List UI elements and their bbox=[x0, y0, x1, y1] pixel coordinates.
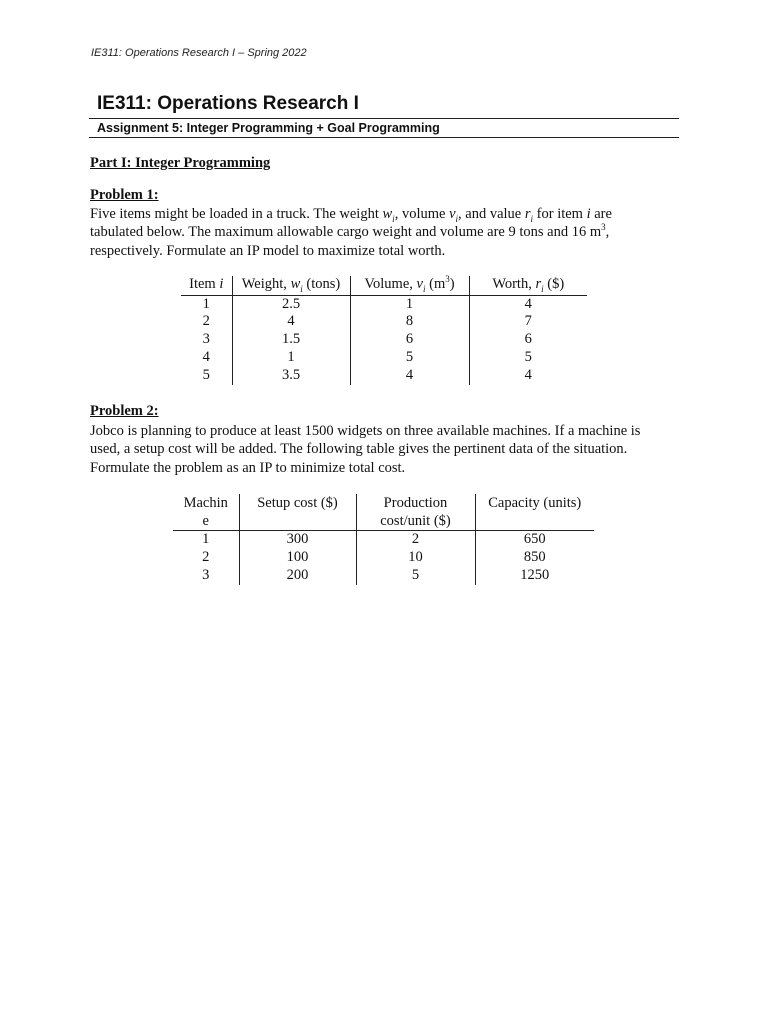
running-header: IE311: Operations Research I – Spring 2022 bbox=[91, 47, 307, 59]
assignment-subtitle: Assignment 5: Integer Programming + Goal Programming bbox=[97, 121, 440, 135]
table-cell: 1 bbox=[202, 531, 210, 547]
title-top-rule bbox=[89, 118, 679, 119]
table-cell: 6 bbox=[350, 331, 469, 349]
table-cell: 5 bbox=[469, 349, 587, 367]
table-cell: 1 bbox=[202, 295, 210, 312]
header-setup-cost: Setup cost ($) bbox=[239, 494, 356, 531]
table-cell: 2.5 bbox=[232, 295, 350, 313]
table-cell: 2 bbox=[202, 548, 210, 565]
table-cell: 850 bbox=[475, 549, 594, 567]
table-cell: 650 bbox=[475, 531, 594, 549]
header-worth: Worth, $r_i$ ($) bbox=[469, 276, 587, 295]
items-table bbox=[181, 276, 587, 385]
section-heading: Part I: Integer Programming bbox=[90, 155, 271, 171]
header-production-cost: Production cost/unit ($) bbox=[356, 494, 475, 531]
table-row bbox=[181, 331, 587, 349]
problem-2-line-2: used, a setup cost will be added. The following table gives the pertinent data of the situation. bbox=[90, 441, 628, 458]
table-cell: 4 bbox=[469, 295, 587, 313]
table-cell: 8 bbox=[350, 313, 469, 331]
problem-1-heading: Problem 1: bbox=[90, 187, 159, 203]
table-row bbox=[173, 567, 594, 585]
header-volume: Volume, $v_i$ $(m^3)$ bbox=[350, 276, 469, 295]
header-item: Item i bbox=[181, 276, 232, 295]
table-cell: 6 bbox=[469, 331, 587, 349]
table-row bbox=[173, 531, 594, 549]
table-row bbox=[181, 367, 587, 385]
table-cell: 3 bbox=[202, 566, 210, 583]
table-cell: 200 bbox=[239, 567, 356, 585]
table-cell: 4 bbox=[232, 313, 350, 331]
table-row bbox=[181, 349, 587, 367]
problem-2-line-3: Formulate the problem as an IP to minimize total cost. bbox=[90, 459, 406, 476]
table-row bbox=[173, 549, 594, 567]
table-cell: 1250 bbox=[475, 567, 594, 585]
table-cell: 2 bbox=[202, 313, 210, 329]
table-cell: 4 bbox=[202, 349, 210, 365]
header-weight: Weight, $w_i$ (tons) bbox=[232, 276, 350, 295]
table-cell: 2 bbox=[356, 531, 475, 549]
machines-table bbox=[173, 494, 594, 585]
table-cell: 1 bbox=[232, 349, 350, 367]
table-cell: 10 bbox=[356, 549, 475, 567]
table-cell: 7 bbox=[469, 313, 587, 331]
table-cell: 3.5 bbox=[232, 367, 350, 385]
course-title: IE311: Operations Research I bbox=[97, 93, 359, 114]
problem-1-line-2: tabulated below. The maximum allowable cargo weight and volume are 9 tons and 16 $m^3$, bbox=[90, 222, 610, 241]
problem-1-text bbox=[90, 205, 680, 260]
table-cell: 3 bbox=[202, 331, 210, 347]
header-capacity: Capacity (units) bbox=[475, 494, 594, 531]
table-cell: 300 bbox=[239, 531, 356, 549]
header-machine: Machin e bbox=[173, 494, 239, 531]
table-cell: 1 bbox=[350, 295, 469, 313]
title-bottom-rule bbox=[89, 137, 679, 138]
table-cell: 100 bbox=[239, 549, 356, 567]
problem-1-line-3: respectively. Formulate an IP model to maximize total worth. bbox=[90, 242, 446, 259]
table-cell: 5 bbox=[356, 567, 475, 585]
table-cell: 1.5 bbox=[232, 331, 350, 349]
problem-2-heading: Problem 2: bbox=[90, 403, 159, 419]
table-cell: 5 bbox=[350, 349, 469, 367]
problem-1-line-1: Five items might be loaded in a truck. The weight $w_i$, volume $v_i$, and value $r_i$ for item i are bbox=[90, 206, 612, 224]
table-cell: 4 bbox=[469, 367, 587, 385]
problem-2-text bbox=[90, 422, 680, 477]
table-row bbox=[181, 295, 587, 313]
problem-2-line-1: Jobco is planning to produce at least 1500 widgets on three available machines. If a machine is bbox=[90, 423, 641, 439]
table-cell: 4 bbox=[350, 367, 469, 385]
table-row bbox=[181, 313, 587, 331]
table-cell: 5 bbox=[202, 367, 210, 383]
